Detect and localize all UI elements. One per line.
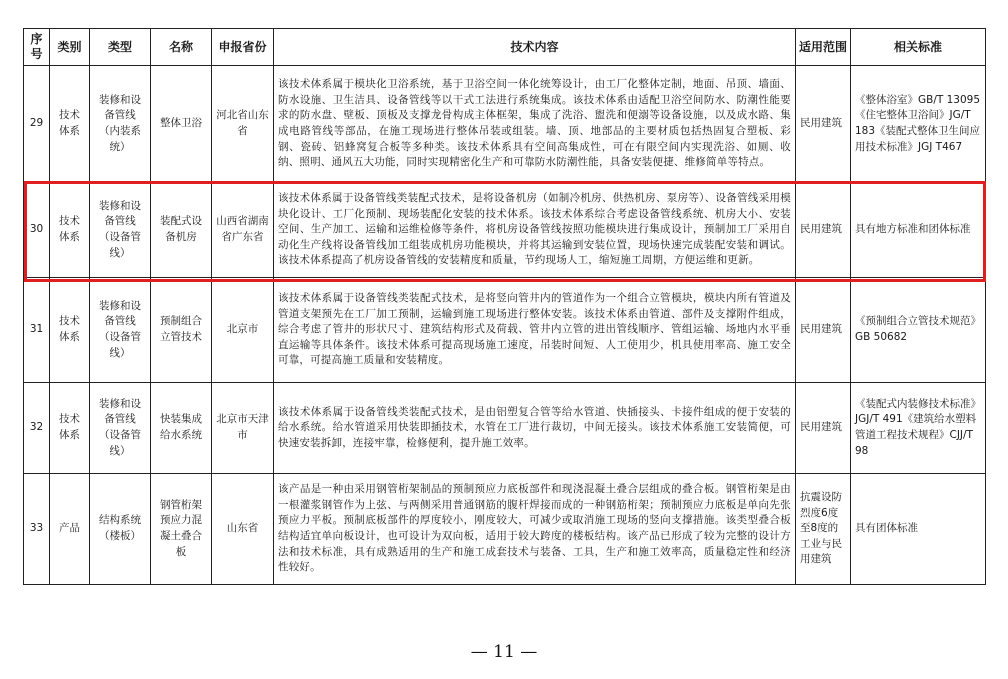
cell-no: 31 (24, 278, 50, 383)
cell-standard: 具有团体标准 (851, 474, 986, 585)
cell-no: 33 (24, 474, 50, 585)
technology-table (23, 28, 986, 585)
cell-name: 整体卫浴 (151, 66, 212, 183)
cell-name: 快装集成给水系统 (151, 383, 212, 474)
cell-category: 技术体系 (50, 278, 90, 383)
cell-scope: 民用建筑 (796, 66, 851, 183)
table-row (24, 474, 986, 585)
cell-name: 钢管桁架预应力混凝土叠合板 (151, 474, 212, 585)
cell-scope: 民用建筑 (796, 278, 851, 383)
cell-type: 结构系统（楼板） (90, 474, 151, 585)
cell-content: 该技术体系属于设备管线类装配式技术，是将竖向管井内的管道作为一个组合立管模块，模块内所有管道及管道支架预先在工厂加工预制，运输到施工现场进行整体安装。该技术体系由管道、部件及支撑附件组成，综合考虑了管井的形状尺寸、建筑结构形式及荷载、管井内立管的进出管线顺序、管组运输、场地内水平垂直运输等具体条件。该技术体系可提高现场施工速度，吊装时间短、人工使用少，机具使用率高、施工安全可靠，可提高施工质量和安装精度。 (274, 278, 796, 383)
header-category: 类别 (50, 29, 90, 66)
table-row (24, 383, 986, 474)
cell-standard: 《装配式内装修技术标准》JGJ/T 491《建筑给水塑料管道工程技术规程》CJJ/T 98 (851, 383, 986, 474)
cell-scope: 民用建筑 (796, 383, 851, 474)
cell-content: 该技术体系属于模块化卫浴系统，基于卫浴空间一体化统筹设计，由工厂化整体定制，地面、吊顶、墙面、防水设施、卫生洁具、设备管线等以干式工法进行系统集成。该技术体系由适配卫浴空间防水、防潮性能要求的防水盘、壁板、顶板及支撑龙骨构成主体框架，集成了洗浴、盥洗和便溺等设备设施，以及成水路、集成电路管线等部品，在施工现场进行整体吊装或组装。墙、顶、地部品的主要材质包括热固复合塑板、彩钢、瓷砖、铝蜂窝复合板等多种类。该技术体系具有空间高集成性，可在有限空间内实现洗浴、如厕、收纳、照明、通风五大功能，同时实现精密化生产和可靠防水防潮性能，具备安装便捷、维修简单等特点。 (274, 66, 796, 183)
header-no: 序号 (24, 29, 50, 66)
header-name: 名称 (151, 29, 212, 66)
cell-standard: 《预制组合立管技术规范》GB 50682 (851, 278, 986, 383)
cell-standard: 具有地方标准和团体标准 (851, 183, 986, 278)
header-province: 申报省份 (212, 29, 274, 66)
table-row (24, 278, 986, 383)
cell-type: 装修和设备管线（设备管线） (90, 278, 151, 383)
cell-province: 河北省山东省 (212, 66, 274, 183)
cell-scope: 抗震设防烈度6度至8度的工业与民用建筑 (796, 474, 851, 585)
cell-no: 32 (24, 383, 50, 474)
header-standard: 相关标准 (851, 29, 986, 66)
cell-province: 北京市 (212, 278, 274, 383)
table-header-row (24, 29, 986, 66)
table-row (24, 183, 986, 278)
cell-province: 山东省 (212, 474, 274, 585)
cell-standard: 《整体浴室》GB/T 13095《住宅整体卫浴间》JG/T 183《装配式整体卫生间应用技术标准》JGJ T467 (851, 66, 986, 183)
cell-category: 产品 (50, 474, 90, 585)
cell-category: 技术体系 (50, 66, 90, 183)
cell-type: 装修和设备管线（内装系统） (90, 66, 151, 183)
header-type: 类型 (90, 29, 151, 66)
cell-province: 山西省湖南省广东省 (212, 183, 274, 278)
cell-type: 装修和设备管线（设备管线） (90, 183, 151, 278)
cell-no: 30 (24, 183, 50, 278)
cell-category: 技术体系 (50, 383, 90, 474)
cell-name: 装配式设备机房 (151, 183, 212, 278)
cell-name: 预制组合立管技术 (151, 278, 212, 383)
header-content: 技术内容 (274, 29, 796, 66)
cell-category: 技术体系 (50, 183, 90, 278)
header-scope: 适用范围 (796, 29, 851, 66)
cell-type: 装修和设备管线（设备管线） (90, 383, 151, 474)
cell-content: 该技术体系属于设备管线类装配式技术，是将设备机房（如制冷机房、供热机房、泵房等）、设备管线采用模块化设计、工厂化预制、现场装配化安装的技术体系。该技术体系综合考虑设备管线系统、机房大小、安装空间、生产加工、运输和运维检修等条件，将机房设备管线按照功能模块进行集成设计，预制加工厂采用自动化生产线将设备管线加工组装成机房功能模块，并将其运输到安装位置，现场快速完成装配安装和调试。该技术体系提高了机房设备管线的安装精度和质量，节约现场人工，缩短施工周期，方便运维和更新。 (274, 183, 796, 278)
cell-content: 该产品是一种由采用钢管桁架制品的预制预应力底板部件和现浇混凝土叠合层组成的叠合板。钢管桁架是由一根灌浆钢管作为上弦、与两侧采用普通钢筋的腹杆焊接而成的一种钢筋桁架；预制预应力底板是单向先张预应力平板。预制底板部件的厚度较小，刚度较大，可减少或取消施工现场的竖向支撑措施。该类型叠合板结构适宜单向板设计，也可设计为双向板，适用于较大跨度的楼板结构。该产品已形成了较为完整的设计方法和技术标准，具有成熟适用的生产和施工成套技术与装备、工具，生产和施工效率高，质量稳定性和经济性较好。 (274, 474, 796, 585)
table-row (24, 66, 986, 183)
page-number: — 11 — (470, 642, 538, 662)
cell-no: 29 (24, 66, 50, 183)
cell-content: 该技术体系属于设备管线类装配式技术，是由铝塑复合管等给水管道、快插接头、卡接件组成的便于安装的给水系统。给水管道采用快装即插技术，水管在工厂进行裁切，中间无接头。该技术体系施工安装简便，可快速安装拆卸，连接牢靠，检修便利，提升施工效率。 (274, 383, 796, 474)
cell-province: 北京市天津市 (212, 383, 274, 474)
cell-scope: 民用建筑 (796, 183, 851, 278)
